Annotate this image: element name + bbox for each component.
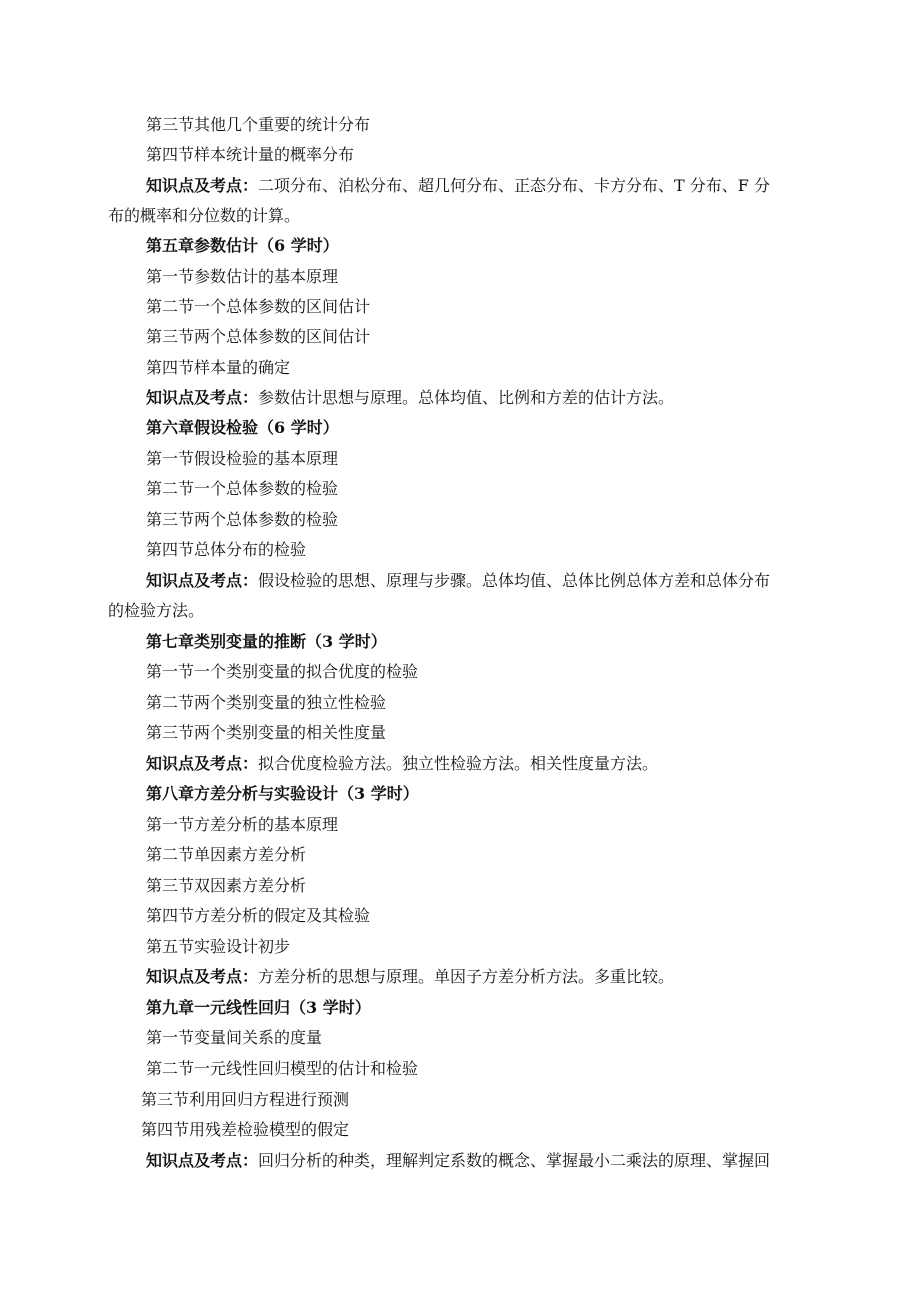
knowledge-points-text: 回归分析的种类，理解判定系数的概念、掌握最小二乘法的原理、掌握回 (258, 1151, 771, 1170)
chapter-heading: 第八章方差分析与实验设计（3 学时） (146, 784, 419, 803)
knowledge-points-label: 知识点及考点： (146, 1151, 259, 1170)
knowledge-points (0, 1146, 920, 1176)
section-line: 第三节双因素方差分析 (146, 876, 307, 895)
knowledge-points-text: 方差分析的思想与原理。单因子方差分析方法。多重比较。 (258, 967, 675, 986)
knowledge-points-text: 参数估计思想与原理。总体均值、比例和方差的估计方法。 (258, 388, 675, 407)
chapter-heading: 第九章一元线性回归（3 学时） (146, 998, 371, 1017)
section-line: 第三节两个总体参数的区间估计 (146, 327, 371, 346)
knowledge-points-continued: 的检验方法。 (108, 601, 205, 620)
section-line: 第二节单因素方差分析 (146, 845, 307, 864)
section-line: 第三节利用回归方程进行预测 (141, 1090, 350, 1109)
chapter-heading: 第七章类别变量的推断（3 学时） (146, 632, 387, 651)
knowledge-points (0, 749, 920, 779)
knowledge-points-text: 二项分布、泊松分布、超几何分布、正态分布、卡方分布、T 分布、F 分 (258, 176, 770, 195)
section-line: 第四节方差分析的假定及其检验 (146, 906, 371, 925)
knowledge-points-text: 拟合优度检验方法。独立性检验方法。相关性度量方法。 (258, 754, 659, 773)
section-line: 第二节一元线性回归模型的估计和检验 (146, 1059, 419, 1078)
knowledge-points (0, 962, 920, 992)
section-line: 第一节假设检验的基本原理 (146, 449, 339, 468)
section-line: 第一节方差分析的基本原理 (146, 815, 339, 834)
section-line: 第三节两个类别变量的相关性度量 (146, 723, 387, 742)
chapter-heading: 第六章假设检验（6 学时） (146, 418, 339, 437)
chapter-heading: 第五章参数估计（6 学时） (146, 236, 339, 255)
section-line: 第三节其他几个重要的统计分布 (146, 115, 371, 134)
section-line: 第四节样本统计量的概率分布 (146, 145, 355, 164)
section-line: 第一节变量间关系的度量 (146, 1028, 323, 1047)
section-line: 第一节参数估计的基本原理 (146, 267, 339, 286)
knowledge-points-label: 知识点及考点： (146, 967, 259, 986)
knowledge-points-text: 假设检验的思想、原理与步骤。总体均值、总体比例总体方差和总体分布 (258, 571, 771, 590)
section-line: 第三节两个总体参数的检验 (146, 510, 339, 529)
knowledge-points (0, 566, 920, 596)
knowledge-points (0, 383, 920, 413)
knowledge-points (0, 171, 920, 201)
knowledge-points-label: 知识点及考点： (146, 388, 259, 407)
section-line: 第二节一个总体参数的区间估计 (146, 297, 371, 316)
section-line: 第四节样本量的确定 (146, 358, 291, 377)
knowledge-points-continued: 布的概率和分位数的计算。 (108, 206, 301, 225)
section-line: 第四节用残差检验模型的假定 (141, 1120, 350, 1139)
section-line: 第四节总体分布的检验 (146, 540, 307, 559)
section-line: 第二节一个总体参数的检验 (146, 479, 339, 498)
knowledge-points-label: 知识点及考点： (146, 176, 259, 195)
section-line: 第一节一个类别变量的拟合优度的检验 (146, 662, 419, 681)
knowledge-points-label: 知识点及考点： (146, 754, 259, 773)
section-line: 第五节实验设计初步 (146, 937, 291, 956)
knowledge-points-label: 知识点及考点： (146, 571, 259, 590)
section-line: 第二节两个类别变量的独立性检验 (146, 693, 387, 712)
